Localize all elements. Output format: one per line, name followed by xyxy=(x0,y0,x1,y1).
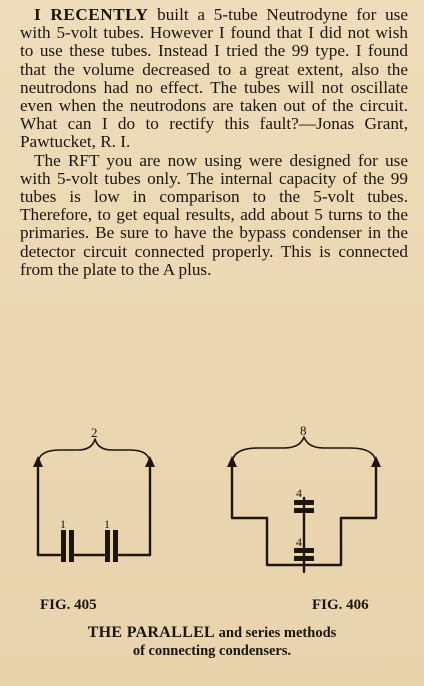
caption-line-2: of connecting condensers. xyxy=(132,643,292,659)
fig405-diagram xyxy=(33,439,155,562)
fig405-condenser-b xyxy=(105,530,110,562)
fig405-right-arrow xyxy=(145,456,155,467)
fig405-left-arrow xyxy=(33,456,43,467)
figure-caption xyxy=(0,624,424,660)
fig405-brace xyxy=(38,439,150,464)
caption-line-1-rest: and series methods xyxy=(215,625,337,641)
answer-paragraph: The RFT you are now using were designed for use with 5-volt tubes only. The internal capacity of the 99 tubes is low in comparison to the 5-volt tubes. Therefore, to get equal results, add about 5 turns to the primaries. Be sure to have the bypass condenser in the detector circuit connected properly. This is connected from the plate to the A plus. xyxy=(20,150,408,279)
fig406-cap-a-marker: 4 xyxy=(296,486,302,500)
fig406-total-marker: 8 xyxy=(300,423,307,438)
fig405-label: FIG. 405 xyxy=(40,597,97,613)
fig406-brace xyxy=(232,437,376,464)
fig405-cap-a-marker: 1 xyxy=(60,517,66,531)
question-paragraph xyxy=(20,6,408,152)
article-text xyxy=(20,6,408,279)
fig406-condenser-a xyxy=(294,500,314,505)
fig406-label: FIG. 406 xyxy=(312,597,369,613)
caption-line-1 xyxy=(0,624,424,642)
caption-lead: THE PARALLEL xyxy=(87,624,216,641)
fig405-total-marker: 2 xyxy=(91,425,98,440)
fig406-diagram xyxy=(227,437,381,572)
question-lead: I RECENTLY xyxy=(34,5,149,24)
question-body: built a 5-tube Neutrodyne for use with 5-volt tubes. However I found that I did not wish to use these tubes. Instead I tried the 99 type. I found that the volume decreased to a great extent, also the neutrodons had no effect. The tubes will not oscillate even when the neutrodons are taken out of the circuit. What can I do to rectify this fault?—Jonas Grant, Pawtucket, R. I. xyxy=(20,5,409,152)
condenser-diagrams xyxy=(0,420,424,600)
fig405-cap-b-marker: 1 xyxy=(104,517,110,531)
fig406-left-arrow xyxy=(227,456,237,467)
fig406-cap-b-marker: 4 xyxy=(296,535,302,549)
fig405-condenser-a xyxy=(61,530,66,562)
fig406-right-arrow xyxy=(371,456,381,467)
